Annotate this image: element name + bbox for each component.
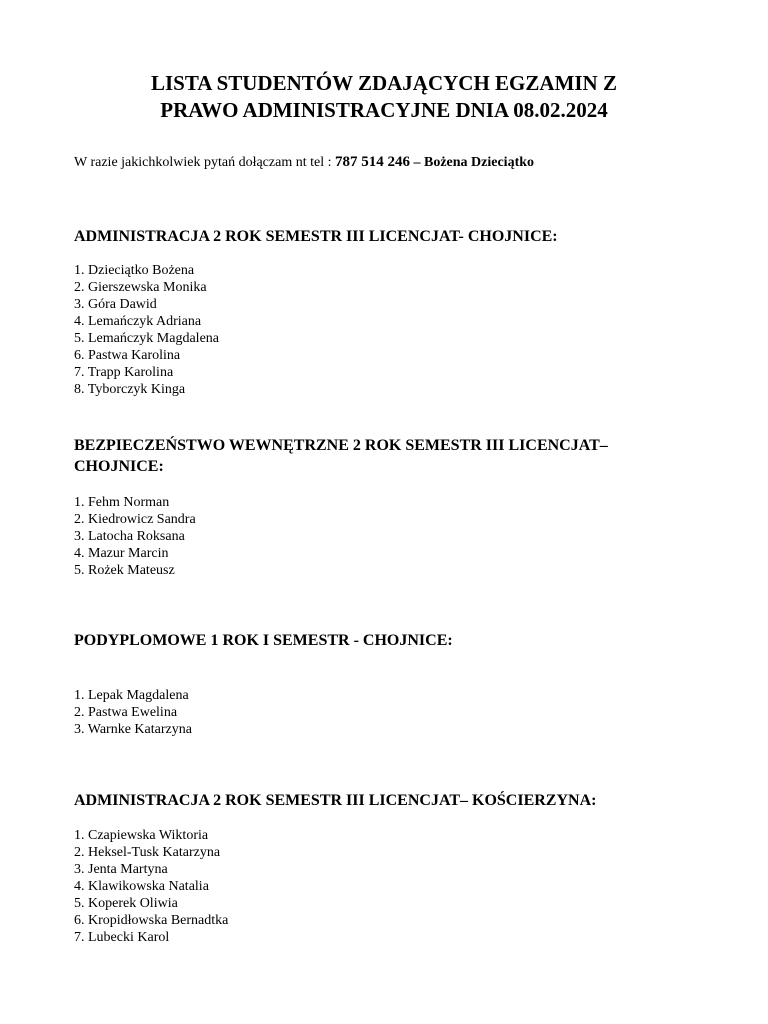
list-item: 1. Czapiewska Wiktoria [74, 828, 209, 843]
section-heading-line-1: ADMINISTRACJA 2 ROK SEMESTR III LICENCJAT– KOŚCIERZYNA: [74, 792, 597, 809]
list-item: 2. Gierszewska Monika [74, 280, 207, 295]
section-heading-administracja-koscierzyna [74, 790, 714, 811]
list-item: 3. Góra Dawid [74, 297, 157, 312]
list-item: 2. Pastwa Ewelina [74, 705, 178, 720]
contact-text: W razie jakichkolwiek pytań dołączam nt tel : [74, 155, 335, 170]
section-heading-bezpieczenstwo-chojnice [74, 435, 714, 477]
list-item: 4. Klawikowska Natalia [74, 879, 209, 894]
list-item: 1. Fehm Norman [74, 495, 170, 510]
list-item: 7. Lubecki Karol [74, 930, 170, 945]
student-list-bezpieczenstwo-chojnice [74, 494, 196, 579]
section-heading-podyplomowe-chojnice [74, 630, 714, 651]
list-item: 3. Jenta Martyna [74, 862, 168, 877]
page-title-line-1: LISTA STUDENTÓW ZDAJĄCYCH EGZAMIN Z [151, 71, 617, 95]
section-heading-line-1: PODYPLOMOWE 1 ROK I SEMESTR - CHOJNICE: [74, 632, 453, 649]
contact-name: – Bożena Dzieciątko [409, 155, 535, 170]
page-title-line-2: PRAWO ADMINISTRACYJNE DNIA 08.02.2024 [160, 98, 608, 122]
student-list-podyplomowe-chojnice [74, 687, 192, 738]
list-item: 1. Lepak Magdalena [74, 688, 189, 703]
list-item: 5. Rożek Mateusz [74, 563, 175, 578]
list-item: 2. Kiedrowicz Sandra [74, 512, 196, 527]
section-heading-administracja-chojnice [74, 226, 714, 247]
page-title [0, 70, 768, 124]
list-item: 2. Heksel-Tusk Katarzyna [74, 845, 221, 860]
list-item: 6. Kropidłowska Bernadtka [74, 913, 229, 928]
list-item: 4. Lemańczyk Adriana [74, 314, 202, 329]
list-item: 7. Trapp Karolina [74, 365, 174, 380]
section-heading-line-2: CHOJNICE: [74, 458, 164, 475]
section-heading-line-1: BEZPIECZEŃSTWO WEWNĘTRZNE 2 ROK SEMESTR III LICENCJAT– [74, 437, 608, 454]
list-item: 4. Mazur Marcin [74, 546, 169, 561]
contact-line [74, 153, 534, 172]
student-list-administracja-koscierzyna [74, 827, 228, 946]
list-item: 5. Lemańczyk Magdalena [74, 331, 219, 346]
list-item: 6. Pastwa Karolina [74, 348, 181, 363]
list-item: 5. Koperek Oliwia [74, 896, 178, 911]
student-list-administracja-chojnice [74, 262, 219, 398]
list-item: 1. Dzieciątko Bożena [74, 263, 195, 278]
contact-phone: 787 514 246 [334, 154, 410, 170]
list-item: 3. Latocha Roksana [74, 529, 185, 544]
list-item: 3. Warnke Katarzyna [74, 722, 192, 737]
section-heading-line-1: ADMINISTRACJA 2 ROK SEMESTR III LICENCJAT- CHOJNICE: [74, 228, 558, 245]
list-item: 8. Tyborczyk Kinga [74, 382, 186, 397]
